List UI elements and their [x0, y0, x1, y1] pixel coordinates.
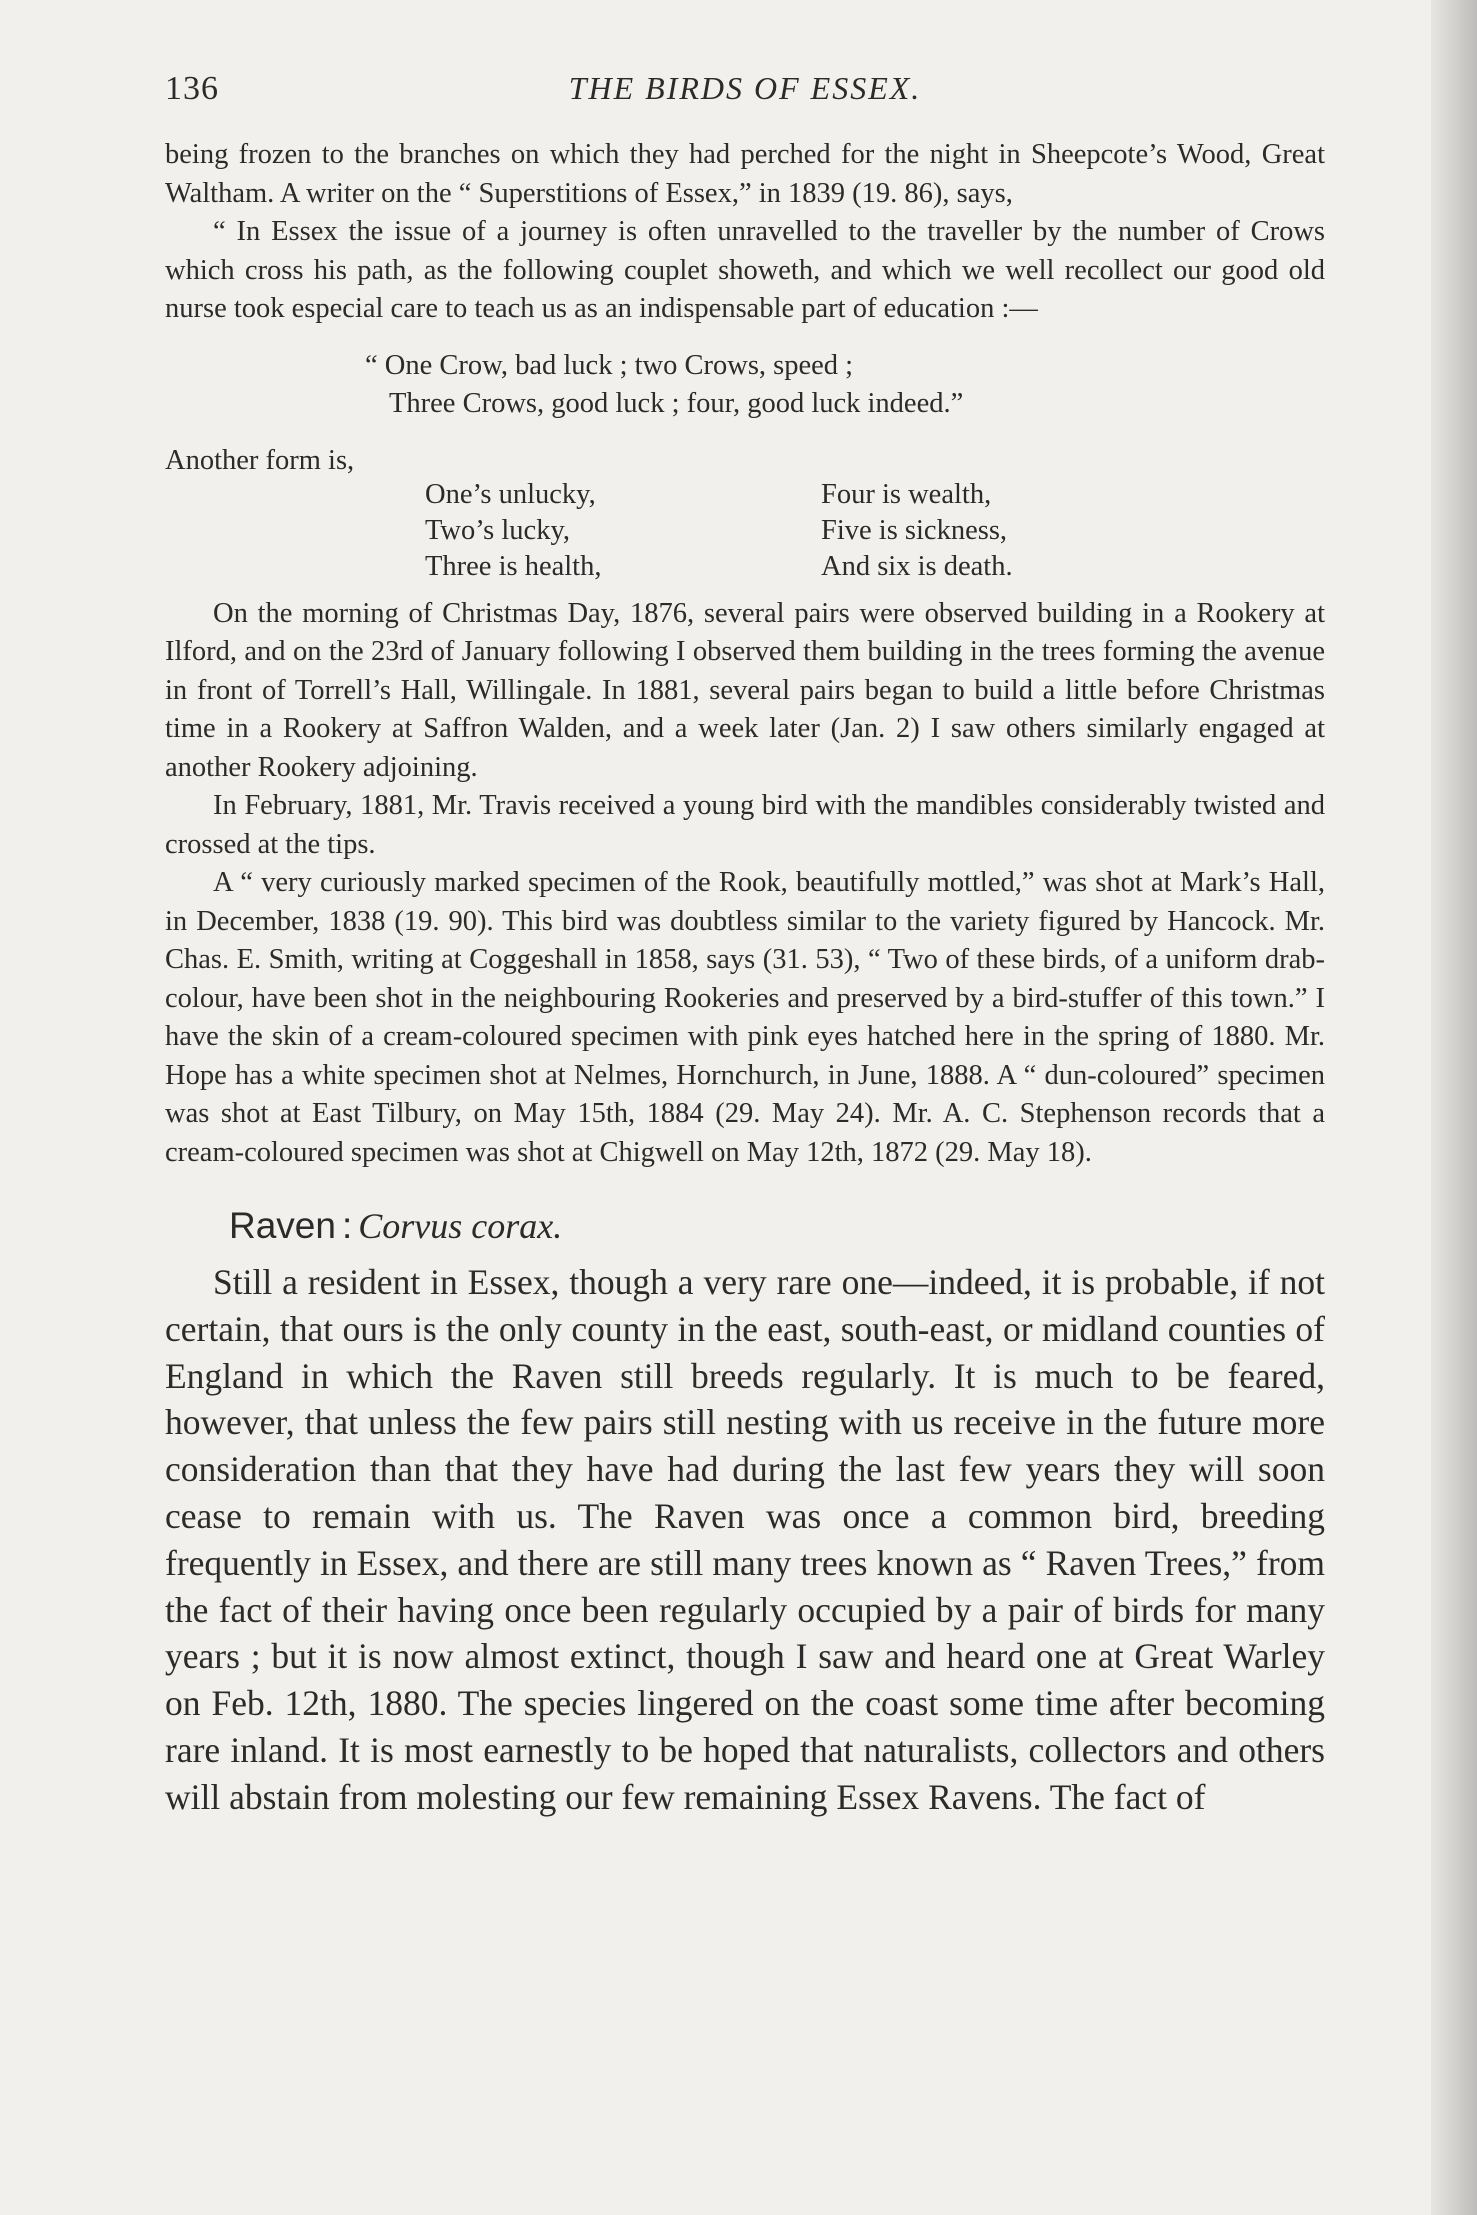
rhyme-left-column — [425, 477, 601, 585]
rhyme-line: Five is sickness, — [821, 514, 1008, 546]
species-heading — [229, 1202, 1325, 1251]
couplet-line: “ One Crow, bad luck ; two Crows, speed ; — [365, 349, 854, 381]
rhyme-intro: Another form is, — [165, 444, 355, 476]
rhyme-line: And six is death. — [821, 550, 1013, 582]
paragraph: In February, 1881, Mr. Travis received a young bird with the mandibles considerably twisted and crossed at the tips. — [165, 790, 1325, 860]
paragraph: A “ very curiously marked specimen of the Rook, beautifully mottled,” was shot at Mark’s Hall, in December, 1838 (19. 90). This bird was doubtless similar to the variety figured by Hancock. Mr. Chas. E. Smith, writing at Coggeshall in 1858, says (31. 53), “ Two of these birds, of a uniform drab-colour, have been shot in the neighbouring Rookeries and preserved by a bird-stuffer of this town.” I have the skin of a cream-coloured specimen with pink eyes hatched here in the spring of 1880. Mr. Hope has a white specimen shot at Nelmes, Hornchurch, in June, 1888. A “ dun-coloured” specimen was shot at East Tilbury, on May 15th, 1884 (29. May 24). Mr. A. C. Stephenson records that a cream-coloured specimen was shot at Chigwell on May 12th, 1872 (29. May 18). — [165, 867, 1325, 1168]
another-form-rhyme — [165, 443, 1325, 582]
page-header — [165, 62, 1325, 122]
book-page — [165, 62, 1325, 1821]
rook-continuation-text — [165, 136, 1325, 329]
species-latin-name: Corvus corax. — [358, 1206, 563, 1246]
rook-notes-text — [165, 595, 1325, 1173]
species-common-name: Raven — [229, 1205, 336, 1246]
species-separator: : — [341, 1205, 353, 1246]
page-number: 136 — [165, 70, 219, 107]
rhyme-line: Four is wealth, — [821, 478, 992, 510]
couplet-line: Three Crows, good luck ; four, good luck indeed.” — [389, 387, 964, 419]
quotation-paragraph: “ In Essex the issue of a journey is often unravelled to the traveller by the number of Crows which cross his path, as the following couplet showeth, and which we well recollect our good old nurse took especial care to teach us as an indispensable part of education :— — [165, 216, 1325, 324]
running-title: THE BIRDS OF ESSEX. — [568, 70, 922, 106]
rhyme-line: Two’s lucky, — [425, 514, 570, 546]
paragraph: being frozen to the branches on which they had perched for the night in Sheepcote’s Wood, Great Waltham. A writer on the “ Superstitions of Essex,” in 1839 (19. 86), says, — [165, 139, 1325, 209]
crow-couplet — [365, 347, 1325, 423]
paragraph: Still a resident in Essex, though a very rare one—indeed, it is probable, if not certain, that ours is the only county in the east, south-east, or midland counties of England in which the Raven still breeds regularly. It is much to be feared, however, that unless the few pairs still nesting with us receive in the future more consideration than that they have had during the last few years they will soon cease to remain with us. The Raven was once a common bird, breeding frequently in Essex, and there are still many trees known as “ Raven Trees,” from the fact of their having once been regularly occupied by a pair of birds for many years ; but it is now almost extinct, though I saw and heard one at Great Warley on Feb. 12th, 1880. The species lingered on the coast some time after becoming rare inland. It is most earnestly to be hoped that naturalists, collectors and others will abstain from molesting our few remaining Essex Ravens. The fact of — [165, 1262, 1325, 1817]
raven-text — [165, 1259, 1325, 1821]
paragraph: On the morning of Christmas Day, 1876, several pairs were observed building in a Rookery at Ilford, and on the 23rd of January following I observed them building in the trees forming the avenue in front of Torrell’s Hall, Willingale. In 1881, several pairs began to build a little before Christmas time in a Rookery at Saffron Walden, and a week later (Jan. 2) I saw others similarly engaged at another Rookery adjoining. — [165, 597, 1325, 783]
page-edge-shadow — [1431, 0, 1477, 2215]
rhyme-line: Three is health, — [425, 550, 602, 582]
rhyme-right-column — [821, 477, 1013, 585]
rhyme-line: One’s unlucky, — [425, 478, 596, 510]
